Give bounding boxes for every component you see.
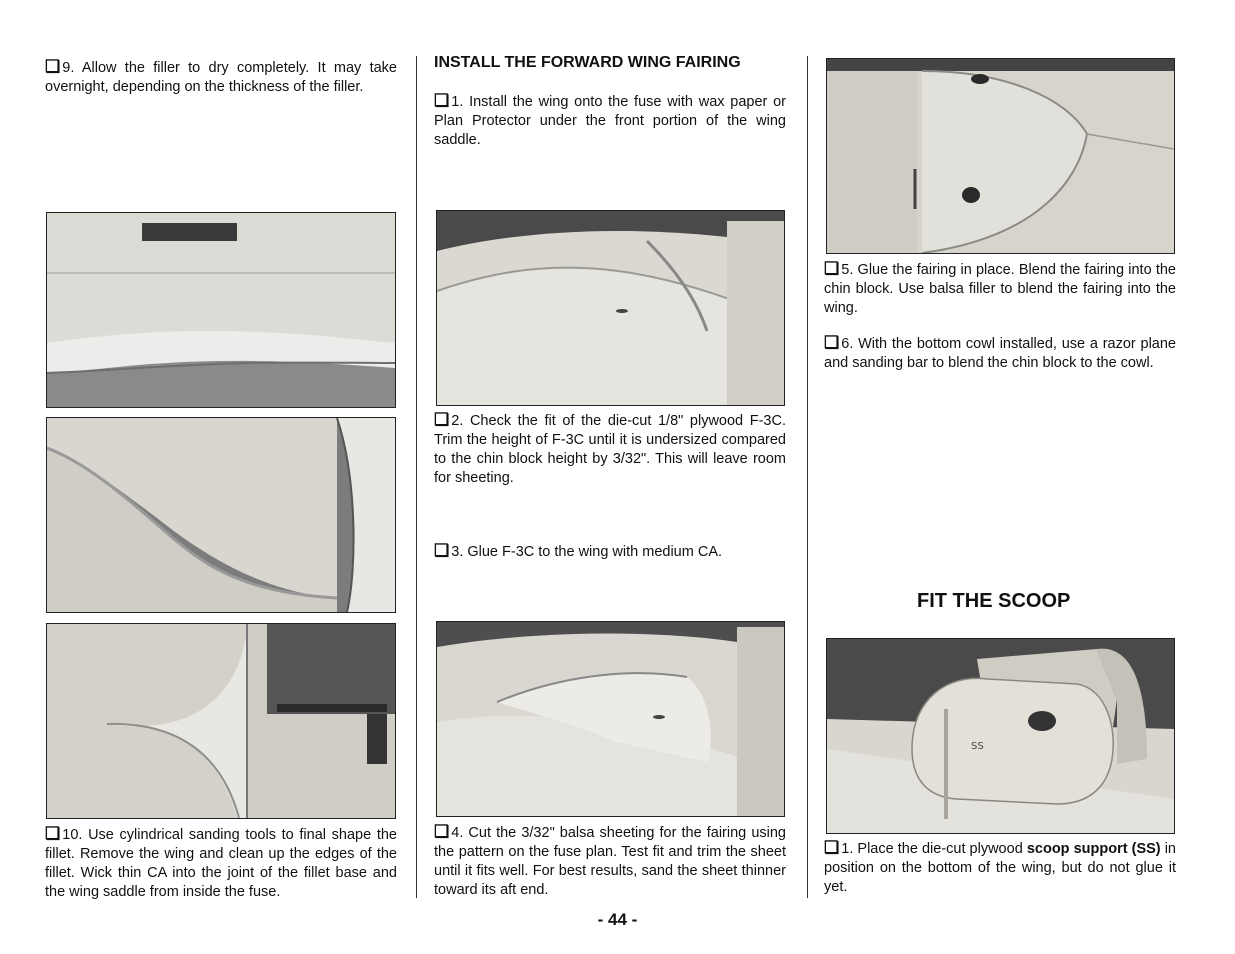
checkbox-icon: ❏ — [434, 541, 450, 560]
checkbox-icon: ❏ — [434, 410, 450, 429]
checkbox-icon: ❏ — [45, 824, 61, 843]
photo-fairing-glued — [826, 58, 1175, 254]
photo-balsa-sheeting — [436, 621, 785, 817]
column-divider-left — [416, 56, 417, 898]
column-divider-right — [807, 56, 808, 898]
photo-fillet-inside — [46, 623, 396, 819]
checkbox-icon: ❏ — [434, 91, 450, 110]
step-9-text: ❏ 9. Allow the filler to dry completely. It may take overnight, depending on the thickness of the filler. — [45, 57, 397, 95]
section-heading-forward-wing-fairing: INSTALL THE FORWARD WING FAIRING — [434, 54, 741, 71]
scoop-step-1-text: ❏ 1. Place the die-cut plywood scoop support (SS) in position on the bottom of the wing, but do not glue it yet. — [824, 838, 1176, 895]
fairing-step-4-text: ❏ 4. Cut the 3/32" balsa sheeting for the fairing using the pattern on the fuse plan. Test fit and trim the sheet until it fits well. For best results, sand the sheet thinner toward its aft end. — [434, 822, 786, 898]
checkbox-icon: ❏ — [824, 333, 840, 352]
photo-fillet-closeup — [46, 417, 396, 613]
photo-fillet-side — [46, 212, 396, 408]
checkbox-icon: ❏ — [434, 822, 450, 841]
page-number: - 44 - — [597, 910, 638, 929]
fairing-step-1-text: ❏ 1. Install the wing onto the fuse with wax paper or Plan Protector under the front portion of the wing saddle. — [434, 91, 786, 148]
checkbox-icon: ❏ — [824, 259, 840, 278]
fairing-step-2-text: ❏ 2. Check the fit of the die-cut 1/8" plywood F-3C. Trim the height of F-3C until it is undersized compared to the chin block height by 3/32". This will leave room for sheeting. — [434, 410, 786, 486]
checkbox-icon: ❏ — [824, 838, 840, 857]
fairing-step-6-text: ❏ 6. With the bottom cowl installed, use a razor plane and sanding bar to blend the chin block to the cowl. — [824, 333, 1176, 371]
fairing-step-5-text: ❏ 5. Glue the fairing in place. Blend the fairing into the chin block. Use balsa filler to blend the fairing into the wing. — [824, 259, 1176, 316]
photo-scoop-support — [826, 638, 1175, 834]
photo-f3c-fit — [436, 210, 785, 406]
section-heading-fit-the-scoop: FIT THE SCOOP — [917, 590, 1071, 612]
fairing-step-3-text: ❏ 3. Glue F-3C to the wing with medium CA. — [434, 541, 723, 560]
step-10-text: ❏ 10. Use cylindrical sanding tools to final shape the fillet. Remove the wing and clean up the edges of the fillet. Wick thin CA into the joint of the fillet base and the wing saddle from inside the fuse. — [45, 824, 397, 900]
scoop-support-term: scoop support (SS) — [1026, 841, 1161, 857]
photo-ss-label: SS — [971, 741, 984, 752]
checkbox-icon: ❏ — [45, 57, 61, 76]
